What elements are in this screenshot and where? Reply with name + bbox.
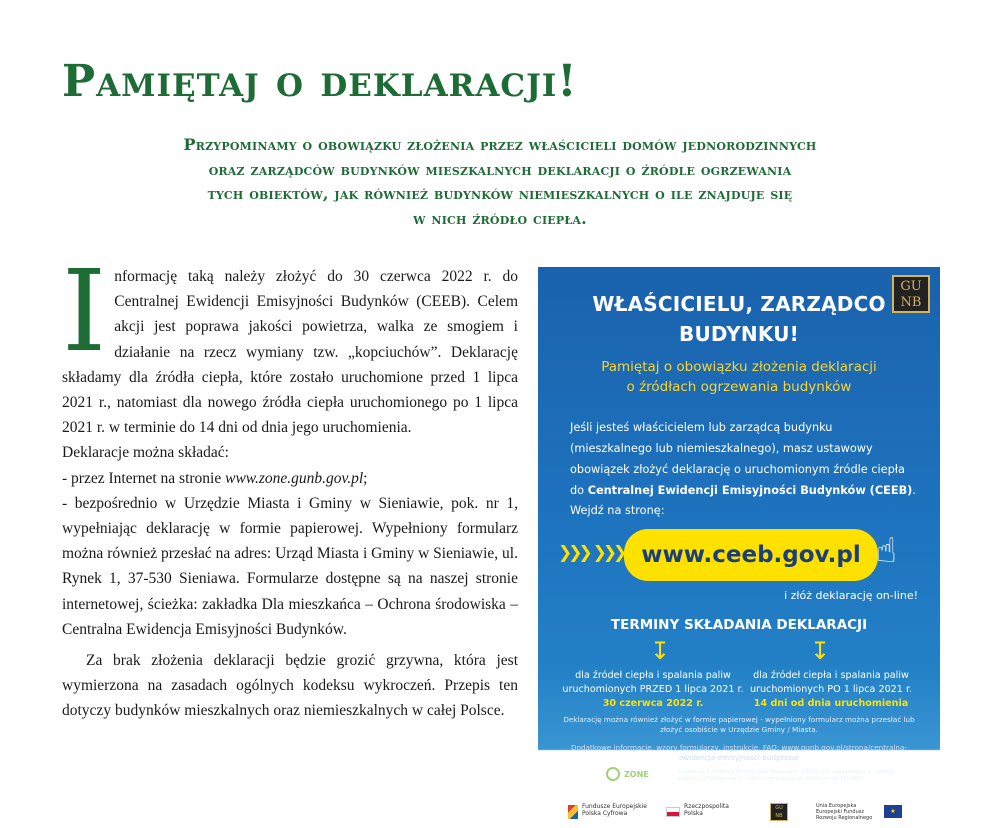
ceeb-url-button[interactable]: www.ceeb.gov.pl <box>624 529 878 581</box>
poster-headline <box>538 289 940 349</box>
deadline-text: dla źródeł ciepła i spalania paliw <box>753 670 909 681</box>
website-link[interactable]: www.zone.gunb.gov.pl <box>225 469 364 487</box>
article-paragraph-5: Za brak złożenia deklaracji będzie grozić grzywna, która jest wymierzona na zasadach ogólnych kodeksu wykroczeń. Przepis ten dotyczy budynków mieszkalnych oraz niemieszkalnych w całej Polsce. <box>62 652 518 720</box>
subtitle-line: w nich źródło ciepła. <box>413 208 587 228</box>
article-paragraph-4: - bezpośrednio w Urzędzie Miasta i Gminy w Sieniawie, pok. nr 1, wypełniając deklarację w formie papierowej. Wypełniony formularz można również przesłać na adres: Urząd Miasta i Gminy w Sieniawie, ul. Rynek 1, 37-530 Sieniawa. Formularze dostępne są na naszej stronie internetowej, ścieżka: zakładka Dla mieszkańca – Ochrona środowiska – Centralna Ewidencja Emisyjności Budynków. <box>62 494 518 638</box>
headline-line: BUDYNKU! <box>679 322 799 346</box>
eu-flag-icon: ★ <box>884 805 902 818</box>
fundusze-europejskie-logo: Fundusze Europejskie Polska Cyfrowa <box>582 803 647 817</box>
sponsor-logos <box>538 803 940 825</box>
subtitle-line: oraz zarządców budynków mieszkalnych deklaracji o źródle ogrzewania <box>208 159 792 179</box>
body-text: do <box>570 484 588 497</box>
gunb-small-logo: GU NB <box>770 803 788 821</box>
page-title: Pamiętaj o deklaracji! <box>62 56 578 107</box>
eu-logo-text: Unia Europejska Europejski Fundusz Rozwoju Regionalnego <box>816 803 873 821</box>
ceeb-poster <box>538 267 940 828</box>
rzeczpospolita-logo: Rzeczpospolita Polska <box>684 803 729 817</box>
deadline-after <box>736 669 926 711</box>
fundusze-europejskie-icon <box>568 805 578 819</box>
deadline-date: 14 dni od dnia uruchomienia <box>753 698 909 709</box>
deadline-text: uruchomionych PRZED 1 lipca 2021 r. <box>562 684 744 695</box>
zone-description: Centralna Ewidencja Emisyjności Budynków (CEEB) jest realizowana w ramach projektu „Zintegrowany system ograniczania niskiej emisji (ZONE)” <box>678 769 895 782</box>
deadline-text: uruchomionych PO 1 lipca 2021 r. <box>749 684 913 695</box>
paragraph-text: nformację taką należy złożyć do 30 czerwca 2022 r. do Centralnej Ewidencji Emisyjności Budynków (CEEB). Celem akcji jest poprawa jakości powietrza, walka ze smogiem i działanie na rzecz wymiany tzw. „kopciuchów”. Deklarację składamy dla źródła ciepła, które zostało uruchomione przed 1 lipca 2021 r., natomiast dla nowego źródła ciepła uruchomionego po 1 lipca 2021 r. w terminie do 14 dni od dnia jego uruchomienia. <box>62 268 518 437</box>
deadlines-heading: TERMINY SKŁADANIA DEKLARACJI <box>610 617 868 633</box>
body-line: Jeśli jesteś właścicielem lub zarządcą budynku <box>570 421 833 434</box>
subheadline-line: o źródłach ogrzewania budynków <box>626 379 852 395</box>
zone-logo-icon <box>606 767 620 781</box>
polish-flag-icon <box>666 807 680 817</box>
body-text: . <box>912 484 916 497</box>
gunb-logo: GU NB <box>892 275 930 313</box>
drop-cap: I <box>62 247 107 377</box>
deadline-date: 30 czerwca 2022 r. <box>602 698 704 709</box>
headline-line: WŁAŚCICIELU, ZARZĄDCO <box>592 292 886 316</box>
body-line: obowiązek złożyć deklarację o uruchomionym źródle ciepła <box>570 463 905 476</box>
online-cta: i złóż deklarację on-line! <box>784 589 918 602</box>
article-paragraph-3 <box>62 466 518 491</box>
visit-label: Wejdź na stronę: <box>570 504 665 517</box>
deadline-before <box>558 669 748 711</box>
article-body <box>62 247 518 724</box>
subtitle-line: tych obiektów, jak również budynków niemieszkalnych o ile znajduje się <box>207 184 793 203</box>
paragraph-text: ; <box>363 469 368 487</box>
body-line <box>570 480 920 501</box>
chevrons-right-icon: ❯❯❯ ❯❯❯ <box>558 543 624 563</box>
arrow-down-icon: ↧ <box>810 637 831 665</box>
article-paragraph-1 <box>62 247 518 440</box>
paper-form-note: Deklarację można również złożyć w formie papierowej - wypełniony formularz można przesłać lub złożyć osobiście w Urzędzie Gminy / Miasta. <box>563 715 915 734</box>
paragraph-text: - przez Internet na stronie <box>62 469 226 487</box>
pointing-hand-icon: ☝ <box>876 531 897 571</box>
zone-logo: ZONE <box>624 770 649 779</box>
deadline-text: dla źródeł ciepła i spalania paliw <box>575 670 731 681</box>
subtitle-line: Przypominamy o obowiązku złożenia przez właścicieli domów jednorodzinnych <box>183 135 817 154</box>
article-paragraph-2: Deklaracje można składać: <box>62 444 229 462</box>
arrow-down-icon: ↧ <box>650 637 671 665</box>
more-info-note: Dodatkowe informacje, wzory formularzy, instrukcje, FAQ: www.gunb.gov.pl/strona/centralna-ewidencja-emisyjnosci-budynkow <box>571 743 907 762</box>
ceeb-name: Centralnej Ewidencji Emisyjności Budynków (CEEB) <box>587 484 913 497</box>
subheadline-line: Pamiętaj o obowiązku złożenia deklaracji <box>601 359 877 375</box>
subtitle <box>40 133 960 231</box>
poster-subheadline <box>558 357 920 397</box>
body-line: (mieszkalnego lub niemieszkalnego), masz ustawowy <box>570 442 873 455</box>
poster-body <box>570 417 920 501</box>
